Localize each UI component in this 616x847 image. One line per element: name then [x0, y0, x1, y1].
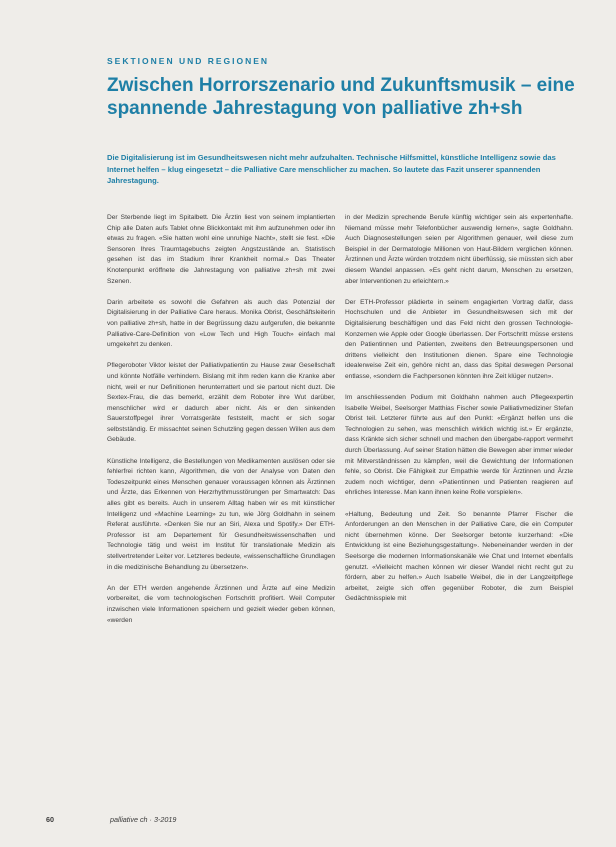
paragraph: Der ETH-Professor plädierte in seinem engagierten Vortrag dafür, dass Hochschulen und die Anbieter im Gesundheitswesen sich mit der Digitalisierung beschäftigen und das Feld nicht den grossen Technologie-Konzernen wie Apple oder Google überlassen. Der Fortschritt müsse erstens den Patientinnen und Patienten, zweitens den Betreuungspersonen und drittens vielleicht den Institutionen dienen. Spare eine Technologie idealerweise Zeit ein, gehöre nicht an, dass das Spital deswegen Personal entlasse, «sondern die Fachpersonen könnten ihre Zeit klüger nutzen». — [345, 298, 573, 380]
paragraph: Darin arbeitete es sowohl die Gefahren als auch das Potenzial der Digitalisierung in der Palliative Care heraus. Monika Obrist, Geschäftsleiterin von palliative zh+sh, hatte in der Begrüssung dazu aufgerufen, die bekannte Palliative-Care-Definition von «Low Tech und High Touch» einfach mal umgekehrt zu denken. — [107, 298, 335, 349]
page-number: 60 — [46, 815, 54, 824]
publication-name: palliative ch · 3-2019 — [110, 815, 177, 824]
article-lead: Die Digitalisierung ist im Gesundheitswesen nicht mehr aufzuhalten. Technische Hilfsmittel, künstliche Intelligenz sowie das Internet helfen – klug eingesetzt – die Palliative Care menschlicher zu machen. So lautete das Fazit unserer spannenden Jahrestagung. — [107, 153, 556, 185]
paragraph: in der Medizin sprechende Berufe künftig wichtiger sein als expertenhafte. Niemand müsse mehr Telefonbücher auswendig lernen», sagte Goldhahn. Auch Diagnosestellungen seien per Algorithmen genauer, weil diese zum Beispiel in der Dermatologie Millionen von Haut-Bildern verglichen können. Ärztinnen und Ärzte würden trotzdem nicht überflüssig, sie müssten sich aber diesem Wandel anpassen. «Es geht nicht darum, Menschen zu ersetzen, aber Interventionen zu erleichtern.» — [345, 214, 573, 285]
paragraph: Künstliche Intelligenz, die Bestellungen von Medikamenten auslösen oder sie fehlerfrei richten kann, Algorithmen, die von der Analyse von Daten den Todeszeitpunkt eines Menschen genauer voraussagen können als Ärztinnen und Ärzte, das Erkennen von Herzrhythmusstörungen per Smartwatch: Das alles gibt es bereits. Auch in unserem Alltag haben wir es mit künstlicher Intelligenz und «Machine Learning» zu tun, wie Jörg Goldhahn in seinem Referat ausführte. «Denken Sie nur an Siri, Alexa und Spotify.» Der ETH-Professor ist am Departement für Gesundheitswissenschaften und Technologie tätig und weist im Institut für translationale Medizin als stellvertretender Leiter vor. Letzteres bedeute, «wissenschaftliche Grundlagen in die medizinische Behandlung zu übersetzen». — [107, 457, 335, 571]
article-headline: Zwischen Horrorszenario und Zukunftsmusik – eine spannende Jahrestagung von palliative zh+sh — [107, 75, 575, 119]
page-footer — [46, 815, 176, 824]
paragraph: «Haltung, Bedeutung und Zeit. So benannte Pfarrer Fischer die Anforderungen an den Menschen in der Palliative Care, die ein Computer nicht übernehmen könne. Der Seelsorger betonte kurzerhand: «Die Entwicklung ist eine Beziehungsgestaltung». Nebeneinander werden in der Seelsorge die modernen Informationskanäle wie Chat und Internet ebenfalls genutzt. «Vielleicht machen können wir dieser Wandel nicht recht gut zu fördern, aber zu helfen.» Auch Isabelle Weibel, die in der Langzeitpflege arbeitet, zeigte sich offen gegenüber Roboter, die zum Beispiel Gedächtnisspiele mit — [345, 510, 573, 603]
paragraph: Der Sterbende liegt im Spitalbett. Die Ärztin liest von seinem implantierten Chip alle Daten aufs Tablet ohne Blickkontakt mit ihm aufzunehmen oder ihn etwas zu fragen. «Sie hatten wohl eine unruhige Nacht», stellt sie fest. «Die Sensoren Ihres Traumtagebuchs zeigten Angstzustände an. Statistisch gesehen ist das im Stadium Ihrer Krankheit normal.» Das Theater Knotenpunkt eröffnete die Jahrestagung von palliative zh+sh mit zwei Szenen. — [107, 214, 335, 285]
right-column — [345, 213, 573, 616]
section-label: SEKTIONEN UND REGIONEN — [107, 56, 270, 66]
paragraph: An der ETH werden angehende Ärztinnen und Ärzte auf eine Medizin vorbereitet, die vom technologischen Fortschritt profitiert. Weil Computer inzwischen viele Informationen speichern und gezielt wieder geben können, «werden — [107, 584, 335, 624]
left-column — [107, 213, 335, 637]
paragraph: Pflegeroboter Viktor leistet der Palliativpatientin zu Hause zwar Gesellschaft und könnte Notfälle verhindern. Bislang mit ihm reden kann die Kranke aber nicht, weil er nur Definitionen herunterrattert und sie partout nicht duzt. Die Sextex-Frau, die das bemerkt, erzählt dem Roboter ihre Wut darüber, menschlicher wird er dadurch aber nicht. Als er den sinkenden Sauerstoffpegel ihrer Vorratsgeräte feststellt, macht er sich sogar selbstständig. Er missachtet seinen Schutzling gegen dessen Willen aus dem Gebäude. — [107, 362, 335, 444]
paragraph: Im anschliessenden Podium mit Goldhahn nahmen auch Pflegeexpertin Isabelle Weibel, Seelsorger Matthias Fischer sowie Palliativmediziner Stefan Obrist teil. Letzterer führte aus auf den Punkt: «Ergänzt helfen uns die Technologien zu sehen, was menschlich wirklich wichtig ist.» Er ergänzte, dass Kränkte sich sicher schnell und machen den übergabe-rapport vermehrt durch Überlassung. Auf seiner Station hätten die Bewegen aber immer wieder mit Mitverständnissen zu kämpfen, weil die Gewichtung der Informationen fehle, so Obrist. Die Fähigkeit zur Empathie werde für Ärztinnen und Ärzte zudem noch wichtiger, denn «Patientinnen und Patienten reagieren auf ehrliches Interesse. Man kann ihnen keine Rolle vorspielen». — [345, 394, 573, 497]
